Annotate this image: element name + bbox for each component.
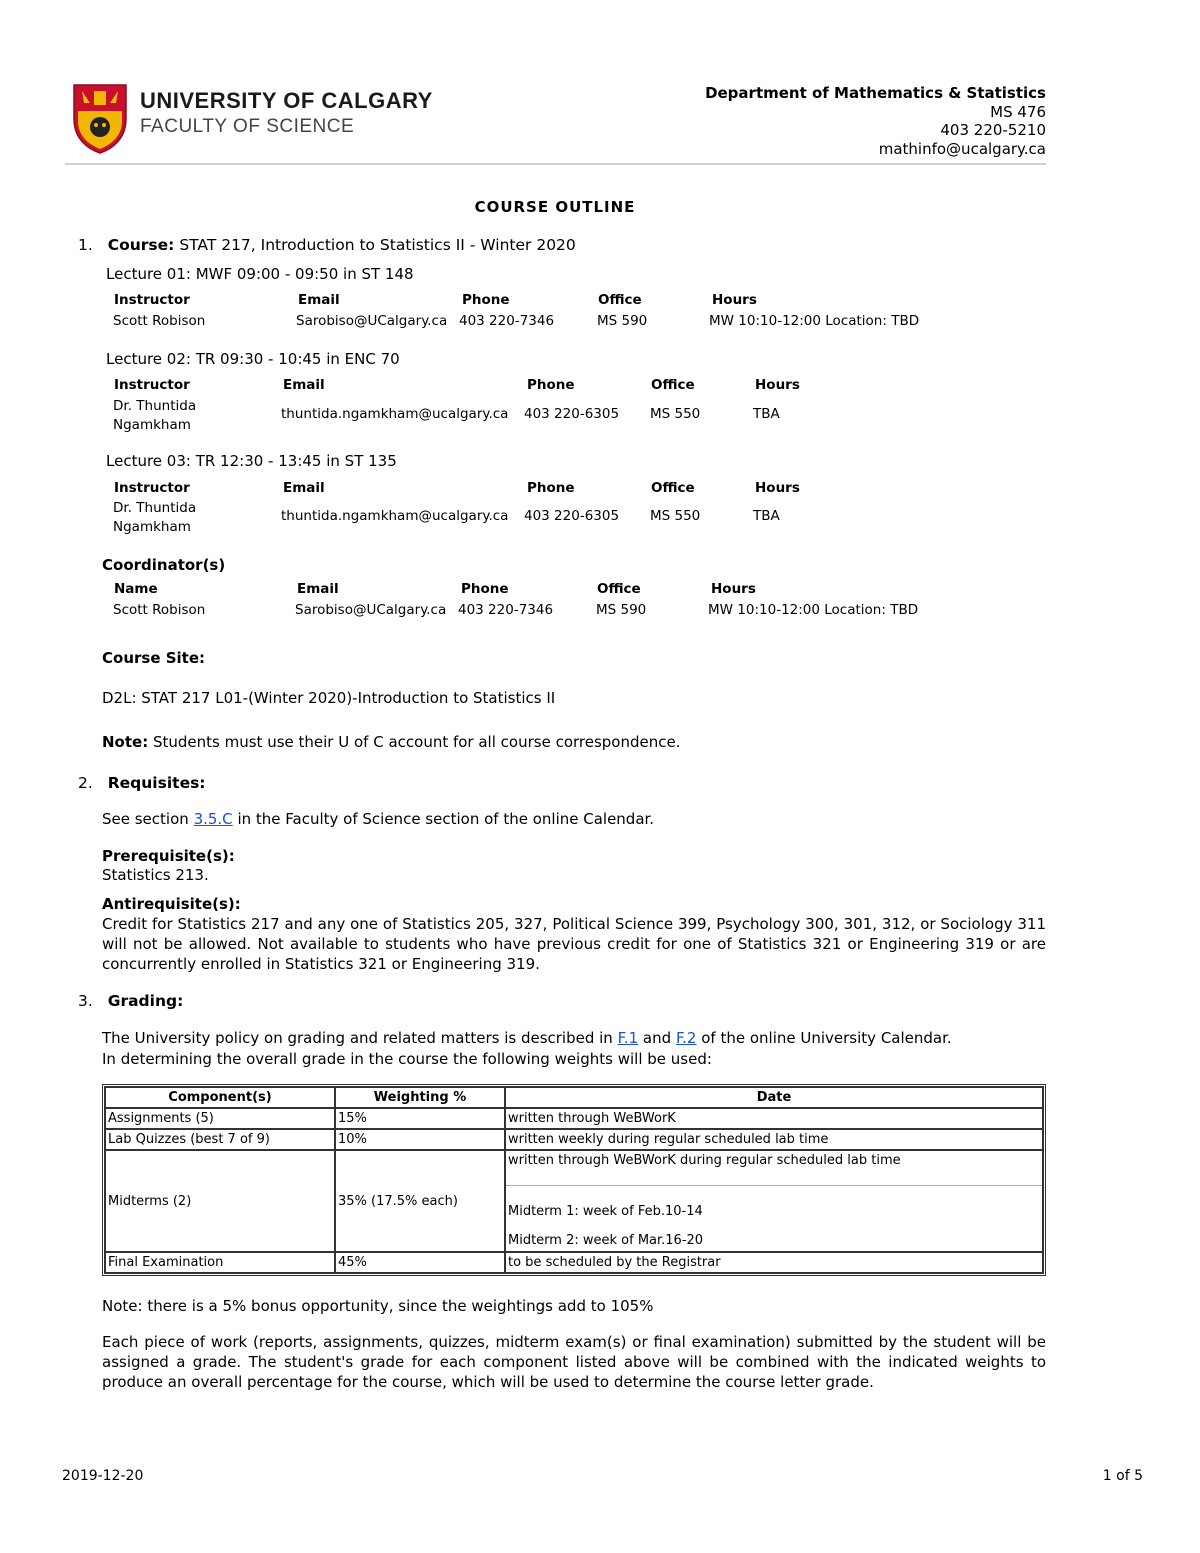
table-row (105, 1150, 1043, 1252)
date-cell: written weekly during regular scheduled lab time (505, 1129, 1043, 1150)
course-site-label: Course Site: (102, 649, 206, 667)
col-header-hours: Hours (755, 480, 800, 496)
calendar-section-link[interactable]: 3.5.C (193, 810, 233, 828)
coordinator-hours: MW 10:10-12:00 Location: TBD (708, 602, 919, 618)
col-header-office: Office (651, 480, 695, 496)
midterm-2-date: Midterm 2: week of Mar.16-20 (508, 1233, 704, 1248)
col-header-instructor: Instructor (114, 292, 190, 308)
header-divider (65, 163, 1046, 165)
section-number: 3. (78, 992, 93, 1010)
date-cell: to be scheduled by the Registrar (505, 1252, 1043, 1273)
instructor-hours: TBA (753, 406, 780, 422)
component-cell: Midterms (2) (105, 1150, 335, 1252)
table-row (105, 1252, 1043, 1273)
col-header-office: Office (598, 292, 642, 308)
section-number: 2. (78, 774, 93, 792)
weight-cell: 45% (335, 1252, 505, 1273)
date-cell (505, 1150, 1043, 1252)
instructor-name: Scott Robison (113, 313, 206, 329)
note-paragraph (102, 732, 681, 752)
footer-date: 2019-12-20 (62, 1468, 144, 1484)
col-header-instructor: Instructor (114, 377, 190, 393)
coordinator-heading: Coordinator(s) (102, 556, 226, 574)
instructor-office: MS 550 (650, 406, 701, 422)
lecture-01-heading: Lecture 01: MWF 09:00 - 09:50 in ST 148 (106, 265, 414, 283)
see-section-paragraph (102, 809, 654, 829)
table-row (105, 1108, 1043, 1129)
instructor-email: Sarobiso@UCalgary.ca (296, 313, 448, 329)
grading-intro-line-2: In determining the overall grade in the course the following weights will be used: (102, 1050, 712, 1068)
lecture-02-heading: Lecture 02: TR 09:30 - 10:45 in ENC 70 (106, 350, 400, 368)
calendar-f2-link[interactable]: F.2 (675, 1029, 697, 1047)
grading-intro-line-1 (102, 1028, 952, 1048)
instructor-phone: 403 220-7346 (459, 313, 555, 329)
col-header-name: Name (114, 581, 158, 597)
col-header-email: Email (283, 480, 325, 496)
col-header-hours: Hours (711, 581, 756, 597)
date-cell: written through WeBWorK (505, 1108, 1043, 1129)
see-section-post: in the Faculty of Science section of the online Calendar. (237, 810, 655, 828)
department-contact (705, 84, 1046, 158)
university-name: UNIVERSITY OF CALGARY (140, 88, 433, 113)
coordinator-name: Scott Robison (113, 602, 206, 618)
coordinator-office: MS 590 (596, 602, 647, 618)
instructor-office: MS 550 (650, 508, 701, 524)
instructor-hours: MW 10:10-12:00 Location: TBD (709, 313, 920, 329)
instructor-email: thuntida.ngamkham@ucalgary.ca (281, 508, 509, 524)
table-header-component: Component(s) (105, 1087, 335, 1108)
lecture-03-heading: Lecture 03: TR 12:30 - 13:45 in ST 135 (106, 452, 397, 470)
instructor-office: MS 590 (597, 313, 648, 329)
table-row (105, 1129, 1043, 1150)
coordinator-phone: 403 220-7346 (458, 602, 554, 618)
section-label: Grading: (107, 992, 184, 1010)
table-header-row (105, 1087, 1043, 1108)
section-label: Course: (107, 236, 175, 254)
calendar-f1-link[interactable]: F.1 (617, 1029, 639, 1047)
prerequisite-text: Statistics 213. (102, 866, 209, 884)
antirequisite-text: Credit for Statistics 217 and any one of Statistics 205, 327, Political Science 399, Psychology 300, 301, 312, or Sociology 311 will not be allowed. Not available to students who have previous credit for one of Statistics 321 or Engineering 319 or are concurrently enrolled in Statistics 321 or Engineering 319. (102, 915, 1046, 973)
instructor-phone: 403 220-6305 (524, 406, 620, 422)
weight-cell: 10% (335, 1129, 505, 1150)
component-cell: Final Examination (105, 1252, 335, 1273)
antirequisite-label: Antirequisite(s): (102, 895, 241, 913)
instructor-name-line-1: Dr. Thuntida (113, 398, 197, 414)
col-header-hours: Hours (712, 292, 757, 308)
coordinator-email: Sarobiso@UCalgary.ca (295, 602, 447, 618)
col-header-phone: Phone (462, 292, 510, 308)
col-header-email: Email (283, 377, 325, 393)
instructor-hours: TBA (753, 508, 780, 524)
col-header-phone: Phone (527, 377, 575, 393)
grading-closing-paragraph: Each piece of work (reports, assignments, quizzes, midterm exam(s) or final examination) submitted by the student will be assigned a grade. The student's grade for each component listed above will be combined with the indicated weights to produce an overall percentage for the course, which will be used to determine the course letter grade. (102, 1333, 1046, 1391)
weight-cell: 15% (335, 1108, 505, 1129)
see-section-pre: See section (102, 810, 189, 828)
col-header-hours: Hours (755, 377, 800, 393)
footer-page-number: 1 of 5 (1102, 1468, 1143, 1484)
page-title: COURSE OUTLINE (474, 198, 636, 216)
university-crest-logo (72, 83, 128, 155)
instructor-name-line-1: Dr. Thuntida (113, 500, 197, 516)
section-grading (78, 992, 183, 1010)
col-header-instructor: Instructor (114, 480, 190, 496)
instructor-name-line-2: Ngamkham (113, 417, 191, 433)
instructor-name-line-2: Ngamkham (113, 519, 191, 535)
instructor-phone: 403 220-6305 (524, 508, 620, 524)
bonus-note: Note: there is a 5% bonus opportunity, since the weightings add to 105% (102, 1297, 654, 1315)
section-label: Requisites: (107, 774, 206, 792)
col-header-email: Email (298, 292, 340, 308)
component-cell: Lab Quizzes (best 7 of 9) (105, 1129, 335, 1150)
section-course (78, 236, 576, 254)
col-header-phone: Phone (527, 480, 575, 496)
midterm-date-note: written through WeBWorK during regular scheduled lab time (508, 1153, 901, 1168)
section-requisites (78, 774, 206, 792)
department-email: mathinfo@ucalgary.ca (878, 139, 1046, 158)
col-header-phone: Phone (461, 581, 509, 597)
department-office: MS 476 (990, 102, 1046, 121)
grading-intro-and: and (642, 1029, 672, 1047)
col-header-office: Office (651, 377, 695, 393)
grading-intro-text: The University policy on grading and related matters is described in (102, 1029, 613, 1047)
note-label: Note: (102, 733, 149, 751)
midterm-1-date: Midterm 1: week of Feb.10-14 (506, 1185, 1042, 1221)
note-text: Students must use their U of C account for all course correspondence. (152, 733, 681, 751)
course-name: STAT 217, Introduction to Statistics II - Winter 2020 (179, 236, 576, 254)
component-cell: Assignments (5) (105, 1108, 335, 1129)
weight-cell: 35% (17.5% each) (335, 1150, 505, 1252)
instructor-email: thuntida.ngamkham@ucalgary.ca (281, 406, 509, 422)
table-header-date: Date (505, 1087, 1043, 1108)
department-phone: 403 220-5210 (940, 121, 1046, 139)
grading-table (102, 1084, 1046, 1276)
prerequisite-label: Prerequisite(s): (102, 847, 235, 865)
col-header-email: Email (297, 581, 339, 597)
grading-intro-text-2: of the online University Calendar. (701, 1029, 952, 1047)
col-header-office: Office (597, 581, 641, 597)
department-name: Department of Mathematics & Statistics (705, 84, 1046, 102)
course-site-value: D2L: STAT 217 L01-(Winter 2020)-Introduction to Statistics II (102, 689, 556, 707)
table-header-weighting: Weighting % (335, 1087, 505, 1108)
section-number: 1. (78, 236, 93, 254)
faculty-name: FACULTY OF SCIENCE (140, 116, 355, 137)
